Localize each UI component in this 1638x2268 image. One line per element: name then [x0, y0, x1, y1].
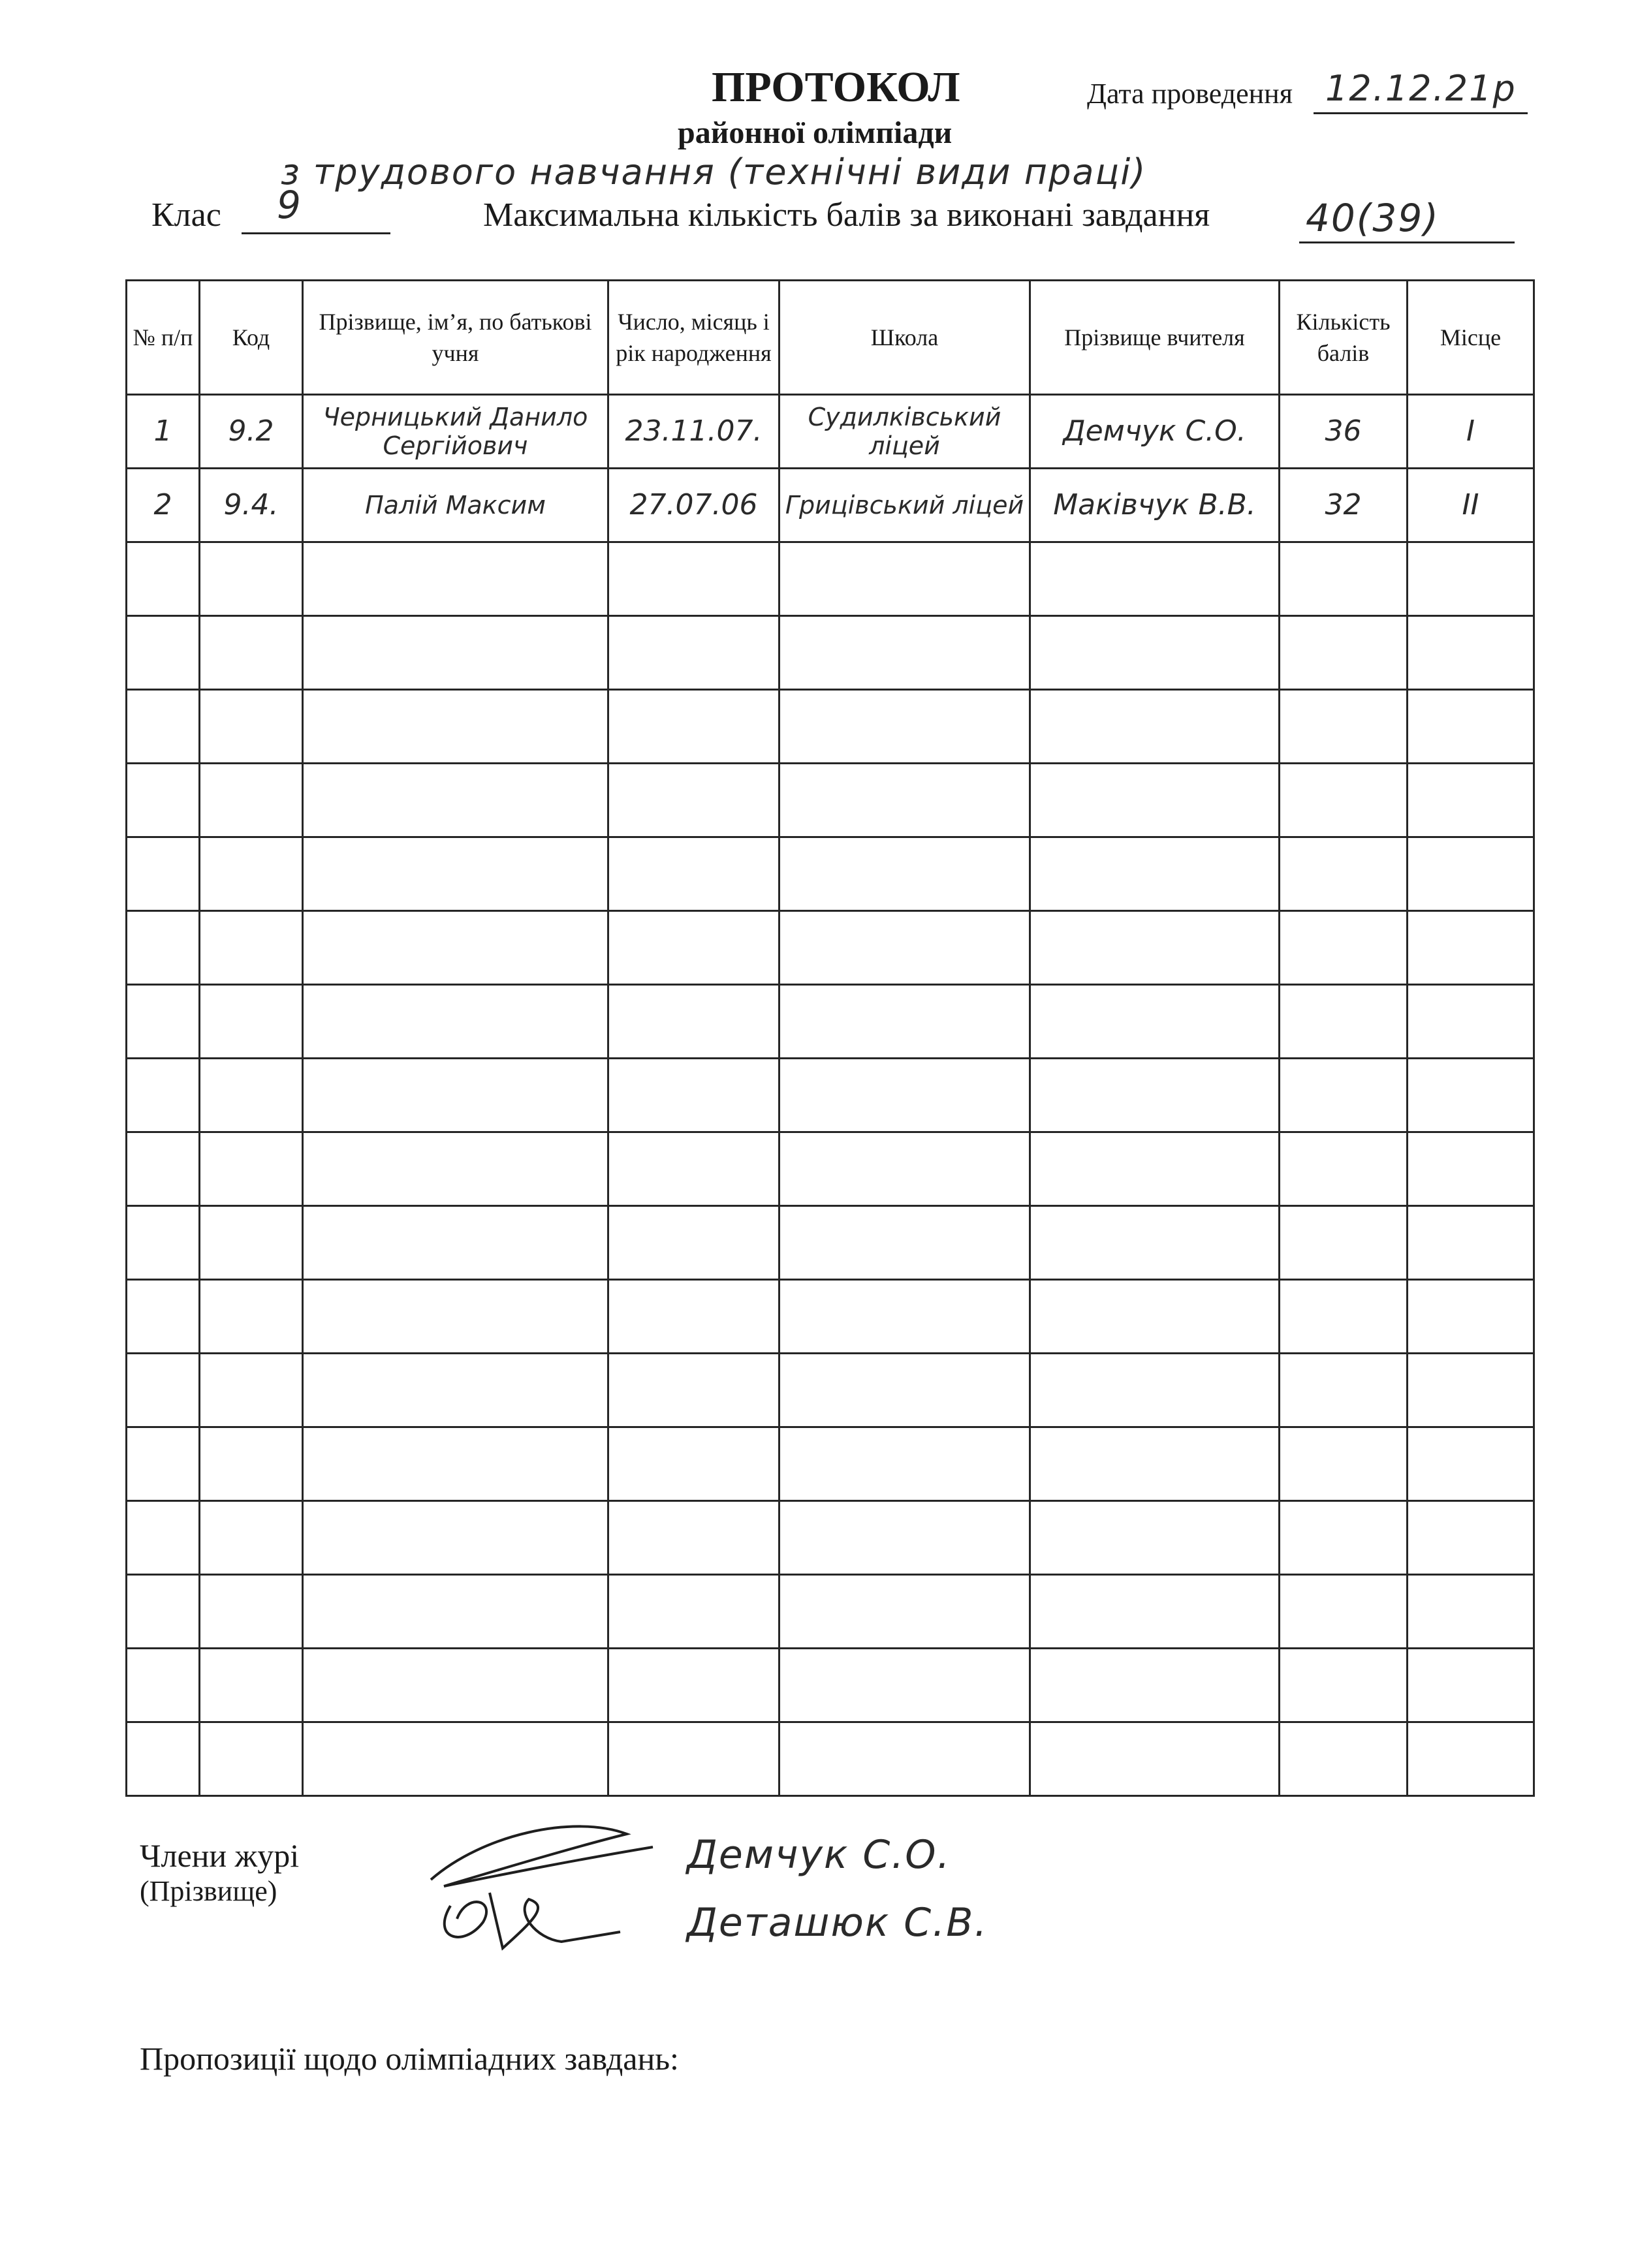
- empty-cell: [127, 1354, 200, 1427]
- empty-cell: [127, 1722, 200, 1796]
- table-row: [127, 837, 1534, 911]
- table-row: [127, 985, 1534, 1059]
- empty-cell: [780, 1722, 1030, 1796]
- empty-cell: [303, 1649, 608, 1722]
- jury-signature: [405, 1808, 679, 1961]
- empty-cell: [200, 1501, 303, 1575]
- empty-cell: [1408, 542, 1534, 616]
- empty-cell: [608, 1206, 780, 1280]
- jury-label: Члени журі: [140, 1837, 300, 1874]
- empty-cell: [1030, 837, 1280, 911]
- empty-cell: [200, 1132, 303, 1206]
- empty-cell: [1280, 911, 1408, 985]
- empty-cell: [1280, 985, 1408, 1059]
- empty-cell: [1408, 911, 1534, 985]
- row-num: 1: [153, 414, 172, 448]
- signature-graphic: [405, 1808, 679, 1958]
- empty-cell: [303, 985, 608, 1059]
- empty-cell: [608, 837, 780, 911]
- row-score: 36: [1325, 414, 1362, 448]
- table-header-row: [127, 281, 1534, 395]
- table-row: [127, 542, 1534, 616]
- row-teacher: Демчук С.О.: [1063, 414, 1246, 448]
- table-row: [127, 1427, 1534, 1501]
- empty-cell: [200, 542, 303, 616]
- empty-cell: [1030, 1132, 1280, 1206]
- empty-cell: [1408, 1059, 1534, 1132]
- empty-cell: [780, 1206, 1030, 1280]
- empty-cell: [303, 616, 608, 690]
- empty-cell: [303, 1722, 608, 1796]
- empty-cell: [608, 1649, 780, 1722]
- row-school: Грицівський ліцей: [785, 491, 1024, 520]
- table-row: [127, 395, 1534, 469]
- class-label: Клас: [151, 196, 221, 234]
- empty-cell: [1408, 690, 1534, 764]
- empty-cell: [200, 690, 303, 764]
- empty-cell: [780, 542, 1030, 616]
- date-value: 12.12.21р: [1325, 68, 1517, 109]
- empty-cell: [780, 764, 1030, 837]
- empty-cell: [1280, 1575, 1408, 1649]
- results-table: [125, 279, 1535, 1797]
- empty-cell: [303, 1501, 608, 1575]
- table-row: [127, 1501, 1534, 1575]
- empty-cell: [780, 985, 1030, 1059]
- empty-cell: [1030, 690, 1280, 764]
- row-place: II: [1462, 488, 1479, 521]
- jury-member: Деташюк С.В.: [687, 1900, 988, 1946]
- empty-cell: [780, 616, 1030, 690]
- empty-cell: [780, 1427, 1030, 1501]
- empty-cell: [303, 690, 608, 764]
- empty-cell: [608, 1427, 780, 1501]
- empty-cell: [1408, 1354, 1534, 1427]
- empty-cell: [1030, 1059, 1280, 1132]
- empty-cell: [127, 542, 200, 616]
- empty-cell: [200, 985, 303, 1059]
- empty-cell: [1030, 1575, 1280, 1649]
- empty-cell: [1408, 616, 1534, 690]
- subject-value: з трудового навчання (технічні види праці): [281, 151, 1147, 193]
- empty-cell: [780, 1354, 1030, 1427]
- date-underline: [1314, 112, 1528, 114]
- empty-cell: [1280, 542, 1408, 616]
- row-num: 2: [153, 488, 172, 521]
- empty-cell: [200, 1059, 303, 1132]
- empty-cell: [1030, 1280, 1280, 1354]
- column-header-birth-date: Число, місяць і рік народження: [608, 281, 780, 395]
- empty-cell: [1408, 837, 1534, 911]
- empty-cell: [1408, 764, 1534, 837]
- max-score-label: Максимальна кількість балів за виконані завдання: [483, 196, 1210, 234]
- jury-members: [687, 1821, 988, 1957]
- empty-cell: [127, 1427, 200, 1501]
- empty-cell: [1280, 837, 1408, 911]
- empty-cell: [1408, 1575, 1534, 1649]
- row-birth-date: 23.11.07.: [625, 414, 763, 448]
- empty-cell: [780, 911, 1030, 985]
- table-row: [127, 764, 1534, 837]
- table-row: [127, 616, 1534, 690]
- row-student-name: Черницький Данило Сергійович: [323, 403, 588, 460]
- empty-cell: [608, 764, 780, 837]
- table-row: [127, 1354, 1534, 1427]
- column-header-code: Код: [200, 281, 303, 395]
- empty-cell: [127, 690, 200, 764]
- empty-cell: [200, 1427, 303, 1501]
- table-row: [127, 1206, 1534, 1280]
- empty-cell: [200, 1722, 303, 1796]
- empty-cell: [200, 616, 303, 690]
- empty-cell: [1280, 1059, 1408, 1132]
- table-row: [127, 1722, 1534, 1796]
- table-row: [127, 469, 1534, 542]
- empty-cell: [608, 690, 780, 764]
- table-row: [127, 1575, 1534, 1649]
- row-place: I: [1466, 414, 1475, 448]
- max-score-value: 40(39): [1306, 196, 1440, 240]
- empty-cell: [1030, 1206, 1280, 1280]
- empty-cell: [200, 764, 303, 837]
- jury-member: Демчук С.О.: [687, 1832, 951, 1878]
- empty-cell: [303, 911, 608, 985]
- empty-cell: [608, 542, 780, 616]
- empty-cell: [303, 1575, 608, 1649]
- empty-cell: [1280, 1427, 1408, 1501]
- empty-cell: [608, 911, 780, 985]
- table-row: [127, 1059, 1534, 1132]
- column-header-school: Школа: [780, 281, 1030, 395]
- jury-note: (Прізвище): [140, 1875, 277, 1907]
- empty-cell: [1280, 1649, 1408, 1722]
- empty-cell: [780, 1132, 1030, 1206]
- empty-cell: [200, 1280, 303, 1354]
- empty-cell: [303, 764, 608, 837]
- column-header-teacher: Прізвище вчителя: [1030, 281, 1280, 395]
- row-code: 9.2: [228, 414, 274, 448]
- empty-cell: [303, 1354, 608, 1427]
- empty-cell: [608, 1280, 780, 1354]
- empty-cell: [127, 616, 200, 690]
- empty-cell: [1030, 764, 1280, 837]
- empty-cell: [1280, 1501, 1408, 1575]
- empty-cell: [127, 837, 200, 911]
- class-underline: [242, 232, 390, 234]
- empty-cell: [200, 1206, 303, 1280]
- empty-cell: [1030, 1722, 1280, 1796]
- table-body: [127, 395, 1534, 1796]
- empty-cell: [1408, 1722, 1534, 1796]
- empty-cell: [1408, 1280, 1534, 1354]
- empty-cell: [200, 1575, 303, 1649]
- empty-cell: [1408, 1206, 1534, 1280]
- empty-cell: [1030, 542, 1280, 616]
- empty-cell: [303, 1280, 608, 1354]
- page-subtitle: районної олімпіади: [678, 116, 953, 150]
- empty-cell: [1280, 1206, 1408, 1280]
- empty-cell: [1280, 690, 1408, 764]
- column-header-score: Кількість балів: [1280, 281, 1408, 395]
- empty-cell: [127, 1280, 200, 1354]
- empty-cell: [127, 1132, 200, 1206]
- table-row: [127, 1280, 1534, 1354]
- empty-cell: [608, 1059, 780, 1132]
- empty-cell: [780, 1649, 1030, 1722]
- empty-cell: [780, 1501, 1030, 1575]
- empty-cell: [608, 1354, 780, 1427]
- row-birth-date: 27.07.06: [629, 488, 758, 521]
- empty-cell: [127, 1206, 200, 1280]
- empty-cell: [200, 837, 303, 911]
- empty-cell: [780, 1280, 1030, 1354]
- row-code: 9.4.: [223, 488, 279, 521]
- empty-cell: [1280, 1280, 1408, 1354]
- empty-cell: [1030, 1501, 1280, 1575]
- empty-cell: [303, 542, 608, 616]
- empty-cell: [1408, 1132, 1534, 1206]
- empty-cell: [127, 1575, 200, 1649]
- table-row: [127, 690, 1534, 764]
- max-score-underline: [1299, 241, 1515, 243]
- empty-cell: [1030, 1427, 1280, 1501]
- row-score: 32: [1325, 488, 1362, 521]
- table-row: [127, 1132, 1534, 1206]
- empty-cell: [1280, 1722, 1408, 1796]
- empty-cell: [127, 1649, 200, 1722]
- page-title: ПРОТОКОЛ: [712, 63, 960, 111]
- empty-cell: [608, 1575, 780, 1649]
- row-student-name: Палій Максим: [365, 491, 546, 520]
- empty-cell: [608, 1132, 780, 1206]
- row-school: Судилківський ліцей: [808, 403, 1001, 460]
- date-label: Дата проведення: [1087, 78, 1293, 110]
- column-header-student-name: Прізвище, ім’я, по батькові учня: [303, 281, 608, 395]
- empty-cell: [200, 1354, 303, 1427]
- empty-cell: [303, 837, 608, 911]
- empty-cell: [608, 1501, 780, 1575]
- row-teacher: Маківчук В.В.: [1053, 488, 1256, 521]
- empty-cell: [127, 1059, 200, 1132]
- class-value: 9: [277, 183, 302, 227]
- empty-cell: [1280, 1132, 1408, 1206]
- empty-cell: [780, 1059, 1030, 1132]
- empty-cell: [608, 985, 780, 1059]
- empty-cell: [1280, 1354, 1408, 1427]
- empty-cell: [780, 690, 1030, 764]
- empty-cell: [303, 1427, 608, 1501]
- column-header-place: Місце: [1408, 281, 1534, 395]
- empty-cell: [1408, 1649, 1534, 1722]
- empty-cell: [780, 837, 1030, 911]
- empty-cell: [303, 1059, 608, 1132]
- empty-cell: [200, 1649, 303, 1722]
- empty-cell: [1030, 616, 1280, 690]
- empty-cell: [127, 1501, 200, 1575]
- empty-cell: [608, 1722, 780, 1796]
- empty-cell: [303, 1206, 608, 1280]
- proposals-label: Пропозиції щодо олімпіадних завдань:: [140, 2040, 679, 2077]
- table-row: [127, 911, 1534, 985]
- empty-cell: [1030, 1649, 1280, 1722]
- empty-cell: [1030, 911, 1280, 985]
- empty-cell: [1030, 985, 1280, 1059]
- empty-cell: [127, 764, 200, 837]
- empty-cell: [127, 985, 200, 1059]
- empty-cell: [303, 1132, 608, 1206]
- empty-cell: [1280, 764, 1408, 837]
- column-header-num: № п/п: [127, 281, 200, 395]
- empty-cell: [1408, 1427, 1534, 1501]
- empty-cell: [780, 1575, 1030, 1649]
- empty-cell: [1408, 1501, 1534, 1575]
- table-row: [127, 1649, 1534, 1722]
- empty-cell: [127, 911, 200, 985]
- empty-cell: [1030, 1354, 1280, 1427]
- empty-cell: [200, 911, 303, 985]
- empty-cell: [1408, 985, 1534, 1059]
- empty-cell: [1280, 616, 1408, 690]
- empty-cell: [608, 616, 780, 690]
